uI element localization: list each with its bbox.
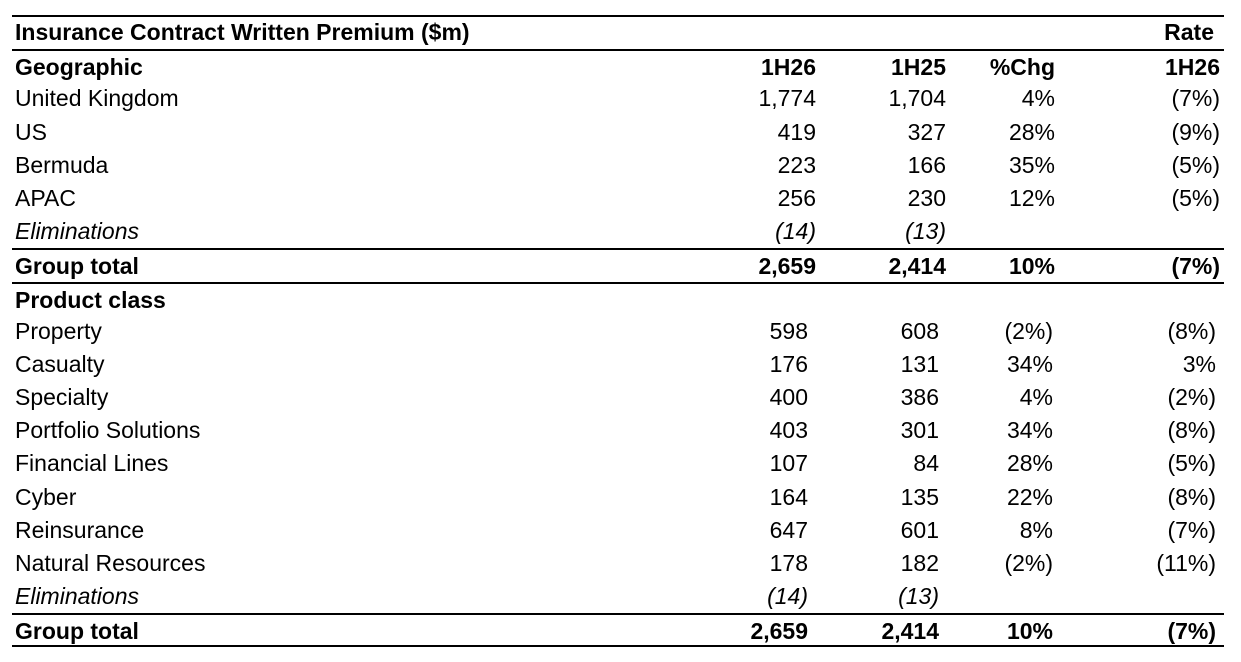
- table-row: [12, 182, 1224, 215]
- value-1h25: 182: [900, 550, 939, 576]
- value-1h25: 601: [900, 516, 939, 543]
- col-header-1h26: 1H26: [761, 54, 816, 81]
- value-chg: 28%: [1006, 450, 1053, 477]
- row-label: Natural Resources: [15, 550, 206, 576]
- value-rate: (11%): [1156, 550, 1216, 576]
- value-1h25: 131: [900, 350, 939, 377]
- row-label: Casualty: [15, 350, 105, 377]
- value-1h25: 608: [900, 317, 939, 344]
- geographic-total-row: [12, 248, 1224, 281]
- value-1h25: 1,704: [888, 85, 946, 112]
- table-row: [12, 149, 1224, 182]
- value-1h26: 1,774: [758, 85, 816, 112]
- value-1h26: 419: [777, 118, 816, 145]
- table-row: [12, 82, 1224, 115]
- geographic-rows: [12, 82, 1224, 248]
- table-row: [12, 215, 1224, 248]
- table-row: [12, 580, 1224, 613]
- value-chg: 4%: [1021, 85, 1055, 112]
- table-row: [12, 116, 1224, 149]
- value-chg: 34%: [1006, 350, 1053, 377]
- table-row: [12, 348, 1224, 381]
- table-row: [12, 447, 1224, 480]
- row-label: Group total: [15, 253, 139, 280]
- row-label: Bermuda: [15, 151, 109, 178]
- value-1h26: 256: [777, 184, 816, 211]
- row-label: Reinsurance: [15, 516, 145, 543]
- row-label: Eliminations: [15, 583, 139, 610]
- row-label: US: [15, 118, 47, 145]
- value-rate: (8%): [1167, 317, 1216, 344]
- value-chg: 10%: [1008, 253, 1055, 280]
- row-label: United Kingdom: [15, 85, 179, 112]
- value-rate: (8%): [1167, 483, 1216, 510]
- value-1h25: 166: [907, 151, 946, 178]
- geographic-header-row: [12, 49, 1224, 82]
- value-1h26: 2,659: [750, 618, 808, 645]
- table-row: [12, 414, 1224, 447]
- product-class-header: Product class: [15, 286, 166, 313]
- value-rate: (5%): [1167, 450, 1216, 477]
- value-rate: (5%): [1171, 151, 1220, 178]
- table-title-row: [12, 16, 1224, 49]
- table-row: [12, 514, 1224, 547]
- value-1h25: 386: [900, 384, 939, 411]
- value-1h26: 176: [769, 350, 808, 377]
- value-chg: 34%: [1006, 417, 1053, 444]
- value-1h25: (13): [898, 583, 939, 610]
- value-1h25: 2,414: [881, 618, 939, 645]
- row-label: APAC: [15, 184, 76, 211]
- value-1h25: 301: [900, 417, 939, 444]
- value-rate: (9%): [1171, 118, 1220, 145]
- value-chg: 28%: [1008, 118, 1055, 145]
- value-chg: 4%: [1019, 384, 1053, 411]
- value-1h26: 107: [769, 450, 808, 477]
- row-label: Eliminations: [15, 218, 139, 245]
- value-chg: (2%): [1004, 550, 1053, 576]
- value-1h26: 223: [777, 151, 816, 178]
- row-label: Cyber: [15, 483, 77, 510]
- col-header-1h25: 1H25: [891, 54, 946, 81]
- written-premium-table: [12, 16, 1224, 647]
- row-label: Financial Lines: [15, 450, 169, 477]
- value-chg: 35%: [1008, 151, 1055, 178]
- value-1h25: 2,414: [888, 253, 946, 280]
- value-1h26: 2,659: [758, 253, 816, 280]
- product-class-header-row: [12, 282, 1224, 315]
- value-1h26: 178: [769, 550, 808, 576]
- value-chg: 12%: [1008, 184, 1055, 211]
- value-rate: (2%): [1167, 384, 1216, 411]
- value-1h26: 647: [769, 516, 808, 543]
- value-1h25: 84: [913, 450, 939, 477]
- value-1h26: (14): [767, 583, 808, 610]
- value-1h26: 403: [769, 417, 808, 444]
- value-chg: 8%: [1019, 516, 1053, 543]
- row-label: Group total: [15, 618, 139, 645]
- value-rate: (7%): [1167, 618, 1216, 645]
- geographic-header: Geographic: [15, 54, 143, 81]
- table-title: Insurance Contract Written Premium ($m): [15, 19, 470, 45]
- col-header-chg: %Chg: [989, 54, 1055, 81]
- row-label: Specialty: [15, 384, 109, 411]
- value-1h25: 327: [907, 118, 946, 145]
- value-rate: 3%: [1182, 350, 1216, 377]
- value-1h25: 135: [900, 483, 939, 510]
- value-1h25: 230: [907, 184, 946, 211]
- value-rate: (8%): [1167, 417, 1216, 444]
- value-1h26: 598: [769, 317, 808, 344]
- table-row: [12, 547, 1224, 580]
- value-chg: 10%: [1006, 618, 1053, 645]
- product-rows: [12, 315, 1224, 647]
- value-1h25: (13): [905, 218, 946, 245]
- value-1h26: 400: [769, 384, 808, 411]
- row-label: Property: [15, 317, 102, 344]
- value-rate: (7%): [1171, 85, 1220, 112]
- value-1h26: (14): [775, 218, 816, 245]
- table-row: [12, 481, 1224, 514]
- value-chg: 22%: [1006, 483, 1053, 510]
- table-row: [12, 315, 1224, 348]
- row-label: Portfolio Solutions: [15, 417, 201, 444]
- col-header-rate-1h26: 1H26: [1165, 54, 1220, 81]
- value-rate: (7%): [1171, 253, 1220, 280]
- rate-header: Rate: [1164, 19, 1214, 45]
- value-chg: (2%): [1004, 317, 1053, 344]
- table-row: [12, 381, 1224, 414]
- value-1h26: 164: [769, 483, 808, 510]
- value-rate: (5%): [1171, 184, 1220, 211]
- value-rate: (7%): [1167, 516, 1216, 543]
- product-total-row: [12, 613, 1224, 646]
